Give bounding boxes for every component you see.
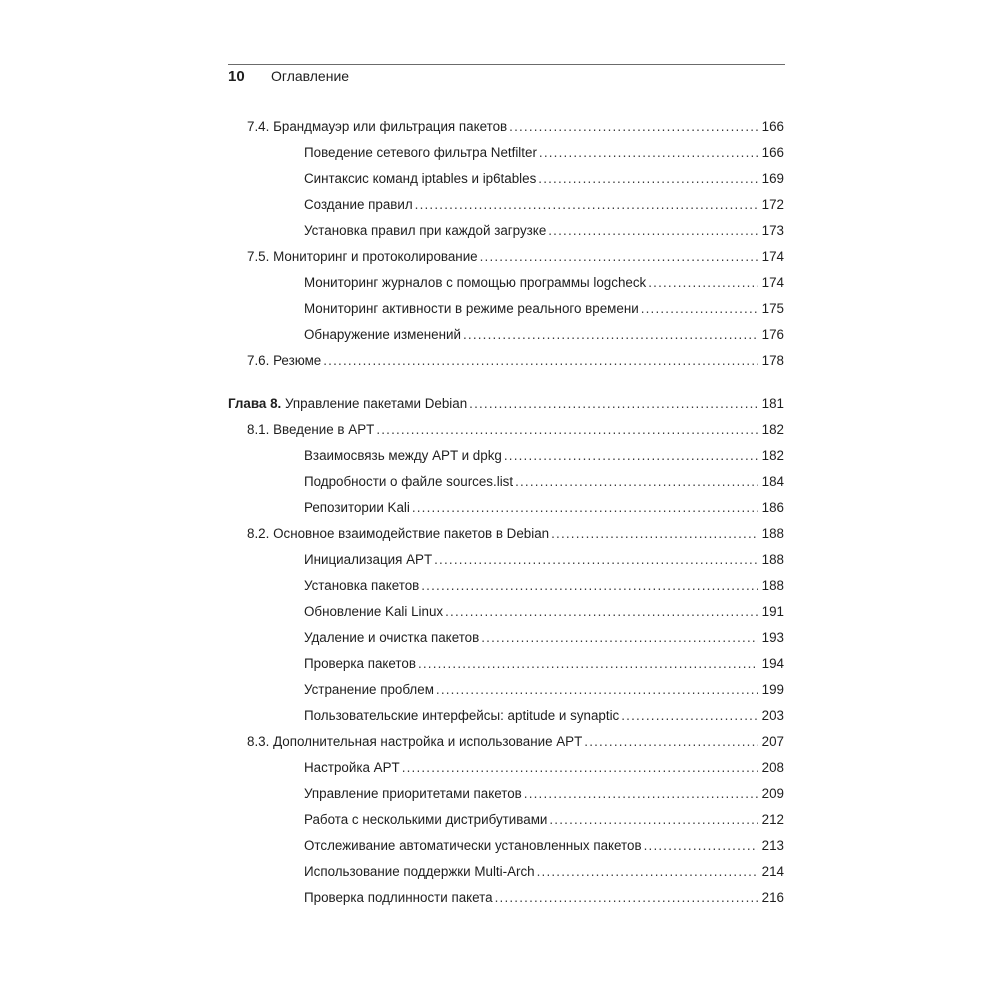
entry-page-number: 176 <box>761 327 784 342</box>
dot-leader <box>641 299 758 319</box>
section-number: 8.2. <box>247 526 270 541</box>
entry-title: Обнаружение изменений <box>304 327 461 342</box>
toc-section-entry <box>247 420 784 440</box>
toc-chapter-entry <box>228 394 784 414</box>
toc-subsection-entry <box>304 169 784 189</box>
toc-subsection-entry <box>304 628 784 648</box>
entry-title: Мониторинг и протоколирование <box>273 249 478 264</box>
entry-title: Пользовательские интерфейсы: aptitude и synaptic <box>304 708 620 723</box>
entry-page-number: 182 <box>761 448 784 463</box>
entry-title: Брандмауэр или фильтрация пакетов <box>273 119 508 134</box>
entry-page-number: 182 <box>761 422 784 437</box>
toc-subsection-entry <box>304 273 784 293</box>
entry-title: Работа с несколькими дистрибутивами <box>304 812 548 827</box>
entry-title: Отслеживание автоматически установленных пакетов <box>304 838 642 853</box>
entry-page-number: 172 <box>761 197 784 212</box>
page-number: 10 <box>228 67 245 85</box>
toc-subsection-entry <box>304 602 784 622</box>
entry-page-number: 212 <box>761 812 784 827</box>
entry-title: Взаимосвязь между APT и dpkg <box>304 448 502 463</box>
entry-title: Синтаксис команд iptables и ip6tables <box>304 171 537 186</box>
entry-page-number: 186 <box>761 500 784 515</box>
dot-leader <box>551 524 758 544</box>
dot-leader <box>584 732 758 752</box>
entry-title: Резюме <box>273 353 322 368</box>
dot-leader <box>376 420 758 440</box>
entry-title: Управление пакетами Debian <box>285 396 468 411</box>
entry-title: Настройка APT <box>304 760 400 775</box>
chapter-label: Глава 8. <box>228 396 282 411</box>
entry-page-number: 184 <box>761 474 784 489</box>
entry-title: Введение в APT <box>273 422 375 437</box>
toc-subsection-entry <box>304 758 784 778</box>
entry-page-number: 166 <box>761 119 784 134</box>
entry-page-number: 166 <box>761 145 784 160</box>
dot-leader <box>418 654 758 674</box>
entry-title: Репозитории Kali <box>304 500 410 515</box>
entry-page-number: 207 <box>761 734 784 749</box>
entry-title: Использование поддержки Multi-Arch <box>304 864 535 879</box>
toc-subsection-entry <box>304 221 784 241</box>
section-number: 8.3. <box>247 734 270 749</box>
section-number: 8.1. <box>247 422 270 437</box>
dot-leader <box>621 706 758 726</box>
entry-page-number: 193 <box>761 630 784 645</box>
entry-title: Удаление и очистка пакетов <box>304 630 480 645</box>
dot-leader <box>549 810 758 830</box>
entry-title: Мониторинг активности в режиме реального времени <box>304 301 639 316</box>
toc-section-entry <box>247 524 784 544</box>
dot-leader <box>524 784 758 804</box>
toc-subsection-entry <box>304 706 784 726</box>
dot-leader <box>537 862 758 882</box>
toc-subsection-entry <box>304 784 784 804</box>
entry-title: Дополнительная настройка и использование APT <box>273 734 583 749</box>
toc-subsection-entry <box>304 550 784 570</box>
entry-page-number: 208 <box>761 760 784 775</box>
dot-leader <box>481 628 758 648</box>
entry-page-number: 188 <box>761 578 784 593</box>
entry-title: Обновление Kali Linux <box>304 604 444 619</box>
dot-leader <box>412 498 758 518</box>
entry-title: Подробности о файле sources.list <box>304 474 514 489</box>
dot-leader <box>323 351 758 371</box>
entry-title: Установка правил при каждой загрузке <box>304 223 547 238</box>
entry-title: Управление приоритетами пакетов <box>304 786 522 801</box>
entry-title: Мониторинг журналов с помощью программы logcheck <box>304 275 647 290</box>
entry-title: Устранение проблем <box>304 682 434 697</box>
dot-leader <box>445 602 758 622</box>
toc-subsection-entry <box>304 195 784 215</box>
dot-leader <box>469 394 758 414</box>
dot-leader <box>415 195 758 215</box>
toc-subsection-entry <box>304 299 784 319</box>
toc-subsection-entry <box>304 498 784 518</box>
entry-title: Проверка подлинности пакета <box>304 890 493 905</box>
toc-subsection-entry <box>304 654 784 674</box>
entry-page-number: 173 <box>761 223 784 238</box>
entry-title: Проверка пакетов <box>304 656 416 671</box>
entry-title: Создание правил <box>304 197 413 212</box>
entry-page-number: 174 <box>761 249 784 264</box>
toc-subsection-entry <box>304 576 784 596</box>
dot-leader <box>436 680 758 700</box>
dot-leader <box>648 273 758 293</box>
entry-page-number: 203 <box>761 708 784 723</box>
entry-page-number: 191 <box>761 604 784 619</box>
entry-page-number: 209 <box>761 786 784 801</box>
entry-page-number: 194 <box>761 656 784 671</box>
toc-section-entry <box>247 351 784 371</box>
dot-leader <box>538 169 758 189</box>
entry-page-number: 178 <box>761 353 784 368</box>
entry-title: Установка пакетов <box>304 578 420 593</box>
section-number: 7.4. <box>247 119 270 134</box>
entry-page-number: 169 <box>761 171 784 186</box>
toc-section-entry <box>247 117 784 137</box>
toc-subsection-entry <box>304 472 784 492</box>
toc-section-entry <box>247 732 784 752</box>
dot-leader <box>495 888 758 908</box>
toc-subsection-entry <box>304 680 784 700</box>
dot-leader <box>539 143 758 163</box>
section-number: 7.5. <box>247 249 270 264</box>
toc-subsection-entry <box>304 143 784 163</box>
dot-leader <box>421 576 758 596</box>
entry-page-number: 216 <box>761 890 784 905</box>
dot-leader <box>644 836 758 856</box>
entry-page-number: 199 <box>761 682 784 697</box>
toc-section-entry <box>247 247 784 267</box>
dot-leader <box>402 758 758 778</box>
entry-page-number: 188 <box>761 552 784 567</box>
dot-leader <box>463 325 758 345</box>
dot-leader <box>480 247 758 267</box>
entry-title: Инициализация APT <box>304 552 433 567</box>
dot-leader <box>509 117 758 137</box>
dot-leader <box>434 550 758 570</box>
entry-title: Поведение сетевого фильтра Netfilter <box>304 145 537 160</box>
toc-subsection-entry <box>304 862 784 882</box>
entry-page-number: 188 <box>761 526 784 541</box>
toc-subsection-entry <box>304 446 784 466</box>
entry-page-number: 175 <box>761 301 784 316</box>
dot-leader <box>515 472 758 492</box>
toc-subsection-entry <box>304 888 784 908</box>
entry-page-number: 181 <box>761 396 784 411</box>
toc-subsection-entry <box>304 836 784 856</box>
toc-subsection-entry <box>304 810 784 830</box>
toc-subsection-entry <box>304 325 784 345</box>
dot-leader <box>548 221 758 241</box>
running-title: Оглавление <box>271 68 350 84</box>
entry-title: Основное взаимодействие пакетов в Debian <box>273 526 550 541</box>
entry-page-number: 213 <box>761 838 784 853</box>
section-number: 7.6. <box>247 353 270 368</box>
entry-page-number: 214 <box>761 864 784 879</box>
dot-leader <box>504 446 758 466</box>
entry-page-number: 174 <box>761 275 784 290</box>
